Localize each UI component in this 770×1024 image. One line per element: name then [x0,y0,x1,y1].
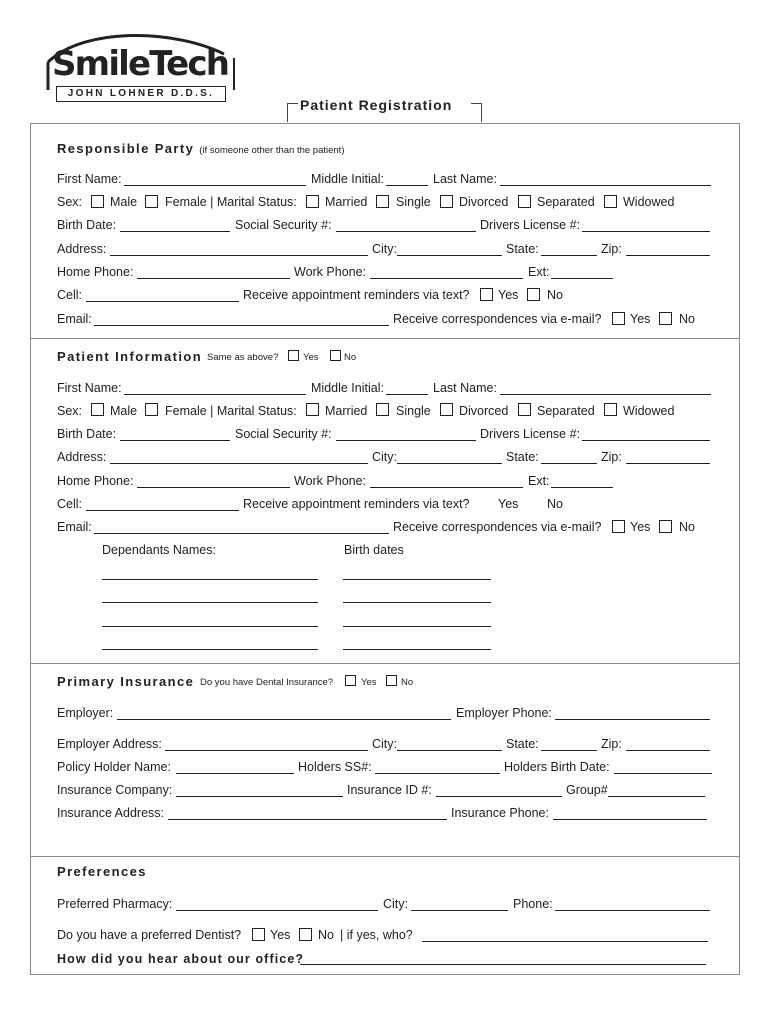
married-label: Married [325,195,368,209]
dependant-name-field-1[interactable] [102,579,318,580]
first-name-label: First Name: [57,381,122,395]
rp-ext-field[interactable] [551,278,613,279]
insurance-phone-field[interactable] [553,819,707,820]
address-label: Address: [57,450,107,464]
dentist-no-checkbox[interactable] [299,928,312,941]
pharmacy-city-label: City: [383,897,408,911]
smiletech-logo [46,32,236,102]
dependant-name-field-3[interactable] [102,626,318,627]
state-label: State: [506,450,539,464]
pt-city-field[interactable] [397,463,502,464]
reminders-label: Receive appointment reminders via text? [243,497,470,511]
yes-label: Yes [630,312,651,326]
female-marital-label: Female | Marital Status: [165,404,297,418]
rp-divorced-checkbox[interactable] [440,195,453,208]
pharmacy-city-field[interactable] [411,910,508,911]
drivers-license-label: Drivers License #: [480,218,581,232]
married-label: Married [325,404,368,418]
insurance-id-label: Insurance ID #: [347,783,432,797]
rp-last-name-field[interactable] [500,185,711,186]
address-label: Address: [57,242,107,256]
same-yes-checkbox[interactable] [288,350,299,361]
rp-city-field[interactable] [397,255,502,256]
rp-correspondence-yes-checkbox[interactable] [612,312,625,325]
section-divider [30,338,740,339]
cell-label: Cell: [57,288,83,302]
female-marital-label: Female | Marital Status: [165,195,297,209]
male-label: Male [110,195,138,209]
insurance-address-label: Insurance Address: [57,806,165,820]
holders-birth-label: Holders Birth Date: [504,760,610,774]
preferred-dentist-field[interactable] [422,941,708,942]
divorced-label: Divorced [459,404,509,418]
group-field[interactable] [608,796,705,797]
rp-zip-field[interactable] [626,255,710,256]
employer-phone-label: Employer Phone: [456,706,552,720]
dependant-name-field-2[interactable] [102,602,318,603]
pt-single-checkbox[interactable] [376,403,389,416]
work-phone-label: Work Phone: [294,474,367,488]
pt-drivers-license-field[interactable] [582,440,710,441]
insurance-company-field[interactable] [176,796,343,797]
employer-field[interactable] [117,719,451,720]
rp-address-field[interactable] [110,255,368,256]
pt-correspondence-no-checkbox[interactable] [659,520,672,533]
single-label: Single [396,195,431,209]
no-label: No [401,677,414,688]
insurance-phone-label: Insurance Phone: [451,806,549,820]
hear-about-field[interactable] [300,964,706,965]
pt-birth-date-field[interactable] [120,440,230,441]
preferred-dentist-question: Do you have a preferred Dentist? [57,928,242,942]
yes-label: Yes [498,288,519,302]
section-title: Responsible Party [57,141,195,156]
insurance-address-field[interactable] [168,819,447,820]
same-as-above-label: Same as above? [207,352,279,363]
rp-reminders-yes-checkbox[interactable] [480,288,493,301]
pt-widowed-checkbox[interactable] [604,403,617,416]
widowed-label: Widowed [623,404,675,418]
middle-initial-label: Middle Initial: [311,381,384,395]
state-label: State: [506,242,539,256]
no-label: No [318,928,334,942]
section-title: Primary Insurance [57,674,195,689]
logo-wordmark: SmileTech [52,44,229,84]
last-name-label: Last Name: [433,381,497,395]
rp-birth-date-field[interactable] [120,231,230,232]
separated-label: Separated [537,195,595,209]
no-label: No [679,520,695,534]
last-name-label: Last Name: [433,172,497,186]
cell-label: Cell: [57,497,83,511]
correspondence-label: Receive correspondences via e-mail? [393,312,602,326]
insurance-company-label: Insurance Company: [57,783,173,797]
title-bracket-right [471,103,482,122]
sex-label: Sex: [57,195,83,209]
rp-reminders-no-checkbox[interactable] [527,288,540,301]
dependant-birth-field-3[interactable] [343,626,491,627]
reminders-label: Receive appointment reminders via text? [243,288,470,302]
preferred-pharmacy-field[interactable] [176,910,378,911]
insurance-yes-checkbox[interactable] [345,675,356,686]
rp-first-name-field[interactable] [124,185,306,186]
divorced-label: Divorced [459,195,509,209]
dependant-birth-field-1[interactable] [343,579,491,580]
dependant-birth-field-4[interactable] [343,649,491,650]
ssn-label: Social Security #: [235,427,332,441]
birth-date-label: Birth Date: [57,218,117,232]
rp-ssn-field[interactable] [336,231,476,232]
birth-dates-label: Birth dates [344,543,404,557]
rp-home-phone-field[interactable] [137,278,290,279]
rp-drivers-license-field[interactable] [582,231,710,232]
birth-date-label: Birth Date: [57,427,117,441]
rp-middle-initial-field[interactable] [386,185,428,186]
yes-label: Yes [303,352,319,363]
dental-insurance-question: Do you have Dental Insurance? [200,677,334,688]
pt-ssn-field[interactable] [336,440,476,441]
work-phone-label: Work Phone: [294,265,367,279]
pt-divorced-checkbox[interactable] [440,403,453,416]
rp-email-field[interactable] [94,325,389,326]
employer-city-field[interactable] [397,750,502,751]
drivers-license-label: Drivers License #: [480,427,581,441]
pt-zip-field[interactable] [626,463,710,464]
rp-widowed-checkbox[interactable] [604,195,617,208]
insurance-id-field[interactable] [436,796,562,797]
pt-male-checkbox[interactable] [91,403,104,416]
pt-separated-checkbox[interactable] [518,403,531,416]
preferences-heading [57,864,147,879]
email-label: Email: [57,312,92,326]
title-bracket-left [287,103,298,122]
no-label: No [344,352,357,363]
rp-state-field[interactable] [541,255,597,256]
section-divider [30,663,740,664]
pt-work-phone-field[interactable] [370,487,523,488]
pt-state-field[interactable] [541,463,597,464]
pt-first-name-field[interactable] [124,394,306,395]
patient-information-heading [57,349,202,364]
city-label: City: [372,450,397,464]
ext-label: Ext: [528,474,550,488]
section-title: Preferences [57,864,147,879]
email-label: Email: [57,520,92,534]
widowed-label: Widowed [623,195,675,209]
single-label: Single [396,404,431,418]
rp-work-phone-field[interactable] [370,278,523,279]
ext-label: Ext: [528,265,550,279]
pt-middle-initial-field[interactable] [386,394,428,395]
employer-zip-field[interactable] [626,750,710,751]
zip-label: Zip: [601,450,622,464]
yes-label: Yes [270,928,291,942]
ssn-label: Social Security #: [235,218,332,232]
rp-female-checkbox[interactable] [145,195,158,208]
pt-reminders-yes-option[interactable]: Yes [498,497,519,511]
sex-label: Sex: [57,404,83,418]
pharmacy-phone-field[interactable] [555,910,710,911]
dependant-birth-field-2[interactable] [343,602,491,603]
state-label: State: [506,737,539,751]
male-label: Male [110,404,138,418]
no-label: No [547,288,563,302]
pt-address-field[interactable] [110,463,368,464]
no-label: No [679,312,695,326]
middle-initial-label: Middle Initial: [311,172,384,186]
rp-male-checkbox[interactable] [91,195,104,208]
responsible-party-heading [57,141,344,156]
holders-ss-field[interactable] [375,773,500,774]
rp-separated-checkbox[interactable] [518,195,531,208]
city-label: City: [372,242,397,256]
preferred-pharmacy-label: Preferred Pharmacy: [57,897,173,911]
pt-female-checkbox[interactable] [145,403,158,416]
yes-label: Yes [361,677,377,688]
employer-state-field[interactable] [541,750,597,751]
pt-home-phone-field[interactable] [137,487,290,488]
logo-subtitle: JOHN LOHNER D.D.S. [56,86,226,102]
employer-phone-field[interactable] [555,719,710,720]
zip-label: Zip: [601,737,622,751]
pharmacy-phone-label: Phone: [513,897,553,911]
pt-reminders-no-option[interactable]: No [547,497,563,511]
same-no-checkbox[interactable] [330,350,341,361]
rp-correspondence-no-checkbox[interactable] [659,312,672,325]
pt-cell-field[interactable] [86,510,239,511]
rp-single-checkbox[interactable] [376,195,389,208]
section-note: (if someone other than the patient) [199,145,345,156]
separated-label: Separated [537,404,595,418]
page-title: Patient Registration [300,97,453,113]
if-yes-who-label: | if yes, who? [340,928,413,942]
primary-insurance-heading [57,674,194,689]
zip-label: Zip: [601,242,622,256]
policy-holder-label: Policy Holder Name: [57,760,171,774]
rp-married-checkbox[interactable] [306,195,319,208]
group-label: Group# [566,783,608,797]
employer-address-label: Employer Address: [57,737,162,751]
dentist-yes-checkbox[interactable] [252,928,265,941]
section-divider [30,856,740,857]
pt-last-name-field[interactable] [500,394,711,395]
pt-correspondence-yes-checkbox[interactable] [612,520,625,533]
employer-label: Employer: [57,706,114,720]
dependant-name-field-4[interactable] [102,649,318,650]
holders-birth-field[interactable] [614,773,712,774]
city-label: City: [372,737,397,751]
hear-about-label: How did you hear about our office? [57,952,305,966]
dependants-names-label: Dependants Names: [102,543,216,557]
employer-address-field[interactable] [165,750,368,751]
holders-ss-label: Holders SS#: [298,760,372,774]
section-title: Patient Information [57,349,203,364]
correspondence-label: Receive correspondences via e-mail? [393,520,602,534]
yes-label: Yes [630,520,651,534]
pt-ext-field[interactable] [551,487,613,488]
pt-married-checkbox[interactable] [306,403,319,416]
home-phone-label: Home Phone: [57,265,134,279]
pt-email-field[interactable] [94,533,389,534]
insurance-no-checkbox[interactable] [386,675,397,686]
rp-cell-field[interactable] [86,301,239,302]
first-name-label: First Name: [57,172,122,186]
home-phone-label: Home Phone: [57,474,134,488]
policy-holder-field[interactable] [176,773,294,774]
